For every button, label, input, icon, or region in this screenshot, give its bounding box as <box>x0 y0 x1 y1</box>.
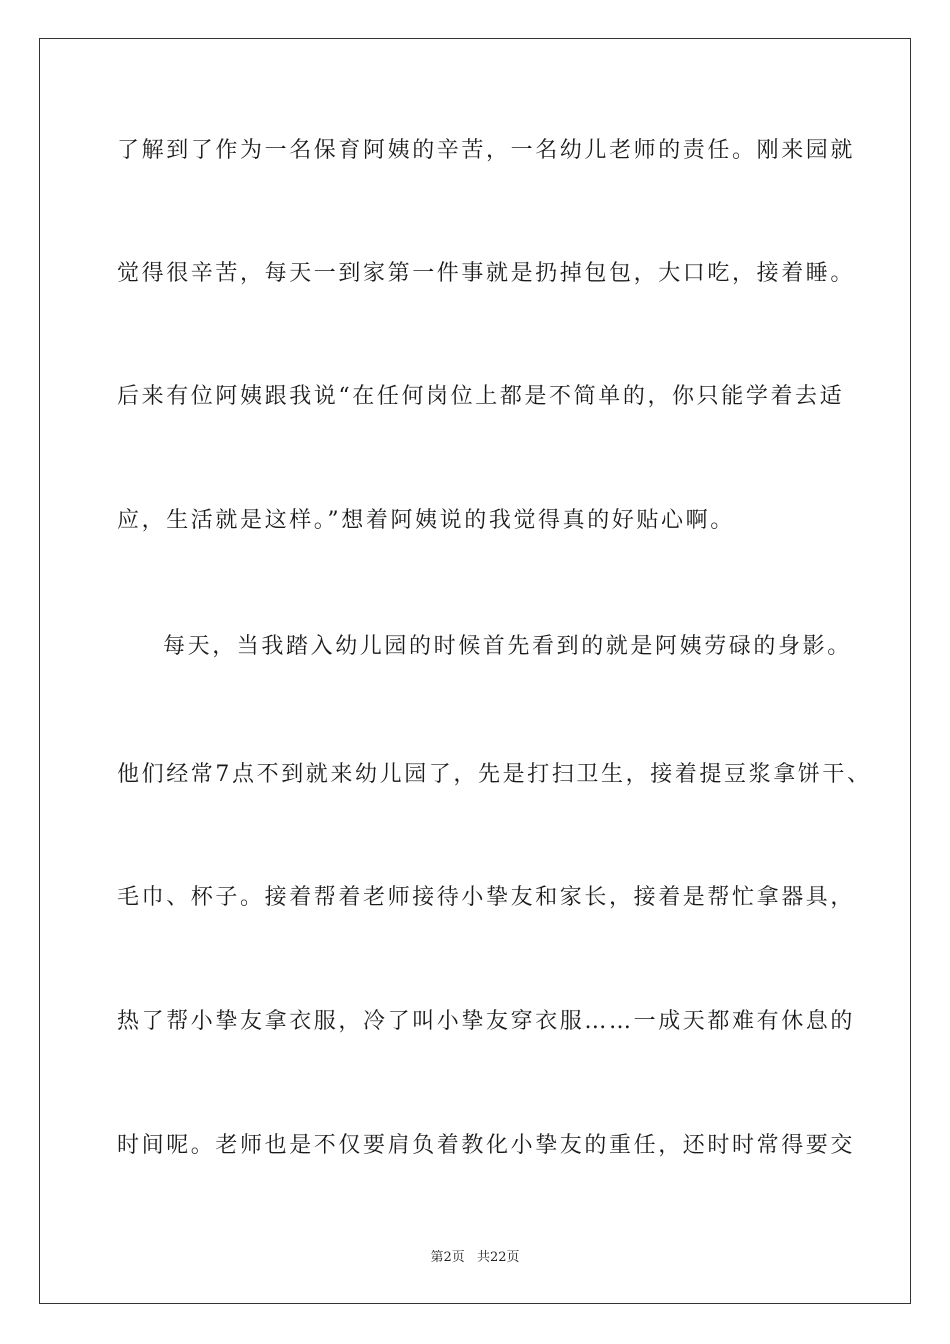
page-footer <box>0 1246 950 1265</box>
page-border <box>39 38 911 1304</box>
paragraph-start-line: 每天，当我踏入幼儿园的时候首先看到的就是阿姨劳碌的身影。 <box>163 634 852 659</box>
text-line: 毛巾、杯子。接着帮着老师接待小挚友和家长，接着是帮忙拿器具， <box>117 885 856 910</box>
text-line: 觉得很辛苦，每天一到家第一件事就是扔掉包包，大口吃，接着睡。 <box>117 261 856 286</box>
page-number: 第2页 <box>430 1250 465 1265</box>
text-line: 热了帮小挚友拿衣服，冷了叫小挚友穿衣服……一成天都难有休息的 <box>117 1009 856 1034</box>
text-line: 应，生活就是这样。”想着阿姨说的我觉得真的好贴心啊。 <box>117 508 735 533</box>
text-line: 了解到了作为一名保育阿姨的辛苦，一名幼儿老师的责任。刚来园就 <box>117 138 856 163</box>
page-total: 共22页 <box>476 1250 520 1265</box>
text-line: 后来有位阿姨跟我说“在任何岗位上都是不简单的，你只能学着去适 <box>117 384 845 409</box>
text-line: 时间呢。老师也是不仅要肩负着教化小挚友的重任，还时时常得要交 <box>117 1133 856 1158</box>
text-line: 他们经常7点不到就来幼儿园了，先是打扫卫生，接着提豆浆拿饼干、 <box>117 762 872 787</box>
